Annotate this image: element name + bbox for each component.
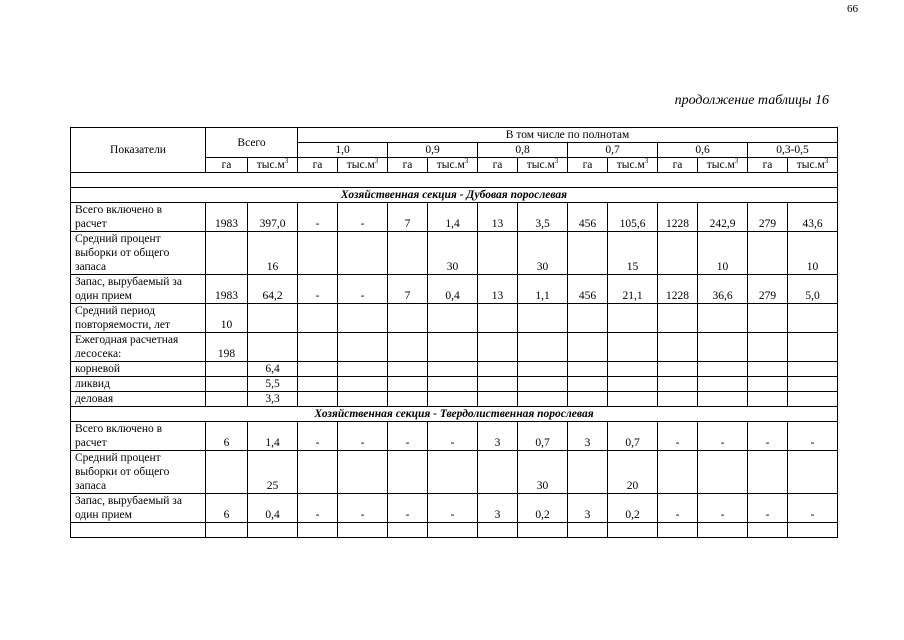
table-cell xyxy=(748,451,788,494)
table-row xyxy=(71,304,838,333)
table-cell: - xyxy=(698,422,748,451)
table-cell: 3 xyxy=(568,494,608,523)
unit-volume: $тыс.м^3$ xyxy=(608,158,658,173)
table-cell: - xyxy=(428,422,478,451)
table-cell: 456 xyxy=(568,203,608,232)
table-cell xyxy=(338,451,388,494)
density-header: 0,8 xyxy=(478,143,568,158)
table-cell xyxy=(608,392,658,407)
section-title: Хозяйственная секция - Твердолиственная порослевая xyxy=(71,407,838,422)
table-cell xyxy=(428,362,478,377)
table-cell xyxy=(658,304,698,333)
table-cell xyxy=(206,232,248,275)
table-row xyxy=(71,377,838,392)
table-cell xyxy=(788,362,838,377)
table-cell xyxy=(608,304,658,333)
table-cell: - xyxy=(338,422,388,451)
table-cell: 1983 xyxy=(206,275,248,304)
table-cell xyxy=(428,333,478,362)
table-cell: 1,4 xyxy=(248,422,298,451)
table-cell xyxy=(428,304,478,333)
table-cell: 10 xyxy=(206,304,248,333)
table-cell xyxy=(568,304,608,333)
table-cell xyxy=(298,304,338,333)
table-cell xyxy=(698,392,748,407)
table-cell xyxy=(608,362,658,377)
table-cell xyxy=(298,451,338,494)
table-cell xyxy=(248,304,298,333)
table-cell: 6,4 xyxy=(248,362,298,377)
table-cell: 7 xyxy=(388,203,428,232)
table-cell xyxy=(248,333,298,362)
table-cell: - xyxy=(338,275,388,304)
header-by-density: В том числе по полнотам xyxy=(298,128,838,143)
table-cell xyxy=(518,362,568,377)
table-cell: 456 xyxy=(568,275,608,304)
table-caption: продолжение таблицы 16 xyxy=(674,93,829,108)
table-cell: 16 xyxy=(248,232,298,275)
row-label: Всего включено в расчет xyxy=(71,203,206,232)
table-cell xyxy=(298,392,338,407)
table-cell xyxy=(698,362,748,377)
table-cell xyxy=(478,304,518,333)
table-row xyxy=(71,422,838,451)
table-cell: 7 xyxy=(388,275,428,304)
table-cell xyxy=(748,333,788,362)
table-cell xyxy=(658,362,698,377)
table-cell xyxy=(748,392,788,407)
table-cell xyxy=(338,392,388,407)
table-cell xyxy=(298,377,338,392)
table-row xyxy=(71,392,838,407)
header-indicators: Показатели xyxy=(71,128,206,173)
table-cell: - xyxy=(658,494,698,523)
table-cell: 1228 xyxy=(658,203,698,232)
row-label: Средний процент выборки от общего запаса xyxy=(71,232,206,275)
table-cell: 279 xyxy=(748,275,788,304)
table-row xyxy=(71,203,838,232)
table-cell: 0,7 xyxy=(518,422,568,451)
unit-volume: $тыс.м^3$ xyxy=(338,158,388,173)
table-cell xyxy=(428,392,478,407)
table-cell xyxy=(518,377,568,392)
unit-ha: га xyxy=(298,158,338,173)
table-cell: - xyxy=(698,494,748,523)
unit-volume: $тыс.м^3$ xyxy=(428,158,478,173)
table-cell xyxy=(748,232,788,275)
table-cell xyxy=(206,451,248,494)
unit-volume: $тыс.м^3$ xyxy=(248,158,298,173)
table-cell: - xyxy=(388,422,428,451)
row-label: Запас, вырубаемый за один прием xyxy=(71,494,206,523)
section-header-row xyxy=(71,407,838,422)
table-cell: 20 xyxy=(608,451,658,494)
table-cell: - xyxy=(748,422,788,451)
table-cell: 43,6 xyxy=(788,203,838,232)
table-cell xyxy=(206,392,248,407)
table-cell: - xyxy=(428,494,478,523)
table-cell xyxy=(388,304,428,333)
table-cell xyxy=(788,451,838,494)
table-cell xyxy=(478,232,518,275)
table-cell: 10 xyxy=(788,232,838,275)
table-cell: 36,6 xyxy=(698,275,748,304)
table-cell: - xyxy=(388,494,428,523)
table-cell xyxy=(658,392,698,407)
table-cell: 1228 xyxy=(658,275,698,304)
table-cell xyxy=(658,451,698,494)
page-number: 66 xyxy=(847,3,858,15)
table-cell: 0,7 xyxy=(608,422,658,451)
table-cell xyxy=(568,377,608,392)
table-cell: 13 xyxy=(478,203,518,232)
table-cell xyxy=(608,377,658,392)
table-cell: 0,2 xyxy=(608,494,658,523)
row-label: Средний период повторяемости, лет xyxy=(71,304,206,333)
table-cell: 64,2 xyxy=(248,275,298,304)
header-total: Всего xyxy=(206,128,298,158)
table-cell xyxy=(568,392,608,407)
table-row xyxy=(71,362,838,377)
table-cell: 30 xyxy=(518,451,568,494)
table-cell: 6 xyxy=(206,494,248,523)
table-cell xyxy=(298,333,338,362)
table-cell: - xyxy=(338,203,388,232)
unit-ha: га xyxy=(206,158,248,173)
row-label: Средний процент выборки от общего запаса xyxy=(71,451,206,494)
table-cell xyxy=(388,451,428,494)
section-header-row xyxy=(71,188,838,203)
header-row-1 xyxy=(71,128,838,143)
table-cell xyxy=(478,333,518,362)
section-title: Хозяйственная секция - Дубовая порослевая xyxy=(71,188,838,203)
table-cell xyxy=(478,377,518,392)
table-cell: 6 xyxy=(206,422,248,451)
density-header: 0,3-0,5 xyxy=(748,143,838,158)
unit-ha: га xyxy=(748,158,788,173)
table-cell xyxy=(568,333,608,362)
table-row xyxy=(71,275,838,304)
table-cell: 198 xyxy=(206,333,248,362)
unit-ha: га xyxy=(568,158,608,173)
table-cell: 30 xyxy=(518,232,568,275)
row-label: ликвид xyxy=(71,377,206,392)
table-cell: 1,4 xyxy=(428,203,478,232)
density-header: 0,7 xyxy=(568,143,658,158)
table-cell xyxy=(388,232,428,275)
unit-ha: га xyxy=(478,158,518,173)
table-cell xyxy=(338,362,388,377)
table-cell xyxy=(388,392,428,407)
unit-volume: $тыс.м^3$ xyxy=(518,158,568,173)
table-cell: - xyxy=(788,422,838,451)
table-cell: - xyxy=(338,494,388,523)
table-cell: 3 xyxy=(568,422,608,451)
table-cell: 1,1 xyxy=(518,275,568,304)
table-cell xyxy=(698,333,748,362)
table-row xyxy=(71,333,838,362)
table-cell: 0,4 xyxy=(248,494,298,523)
table-cell: 0,2 xyxy=(518,494,568,523)
table-cell: 5,5 xyxy=(248,377,298,392)
table-cell xyxy=(298,362,338,377)
table-cell: 13 xyxy=(478,275,518,304)
unit-volume: $тыс.м^3$ xyxy=(788,158,838,173)
table-cell xyxy=(698,377,748,392)
table-cell: - xyxy=(298,275,338,304)
table-cell xyxy=(428,377,478,392)
table-cell xyxy=(338,377,388,392)
table-cell: 21,1 xyxy=(608,275,658,304)
density-header: 1,0 xyxy=(298,143,388,158)
table-cell: 5,0 xyxy=(788,275,838,304)
table-cell xyxy=(748,362,788,377)
table-cell xyxy=(298,232,338,275)
spacer-row xyxy=(71,173,838,188)
table-row xyxy=(71,494,838,523)
empty-row xyxy=(71,523,838,538)
table-cell xyxy=(388,362,428,377)
table-cell: 30 xyxy=(428,232,478,275)
table-cell xyxy=(568,362,608,377)
table-cell: 1983 xyxy=(206,203,248,232)
table-cell: 0,4 xyxy=(428,275,478,304)
table-cell xyxy=(658,333,698,362)
forest-table xyxy=(70,127,838,538)
table-cell: - xyxy=(298,494,338,523)
density-header: 0,9 xyxy=(388,143,478,158)
row-label: корневой xyxy=(71,362,206,377)
unit-ha: га xyxy=(658,158,698,173)
table-cell: 242,9 xyxy=(698,203,748,232)
density-header: 0,6 xyxy=(658,143,748,158)
table-cell: 3 xyxy=(478,494,518,523)
table-row xyxy=(71,451,838,494)
row-label: Ежегодная расчетная лесосека: xyxy=(71,333,206,362)
table-cell: - xyxy=(298,422,338,451)
table-cell xyxy=(698,304,748,333)
table-cell: - xyxy=(748,494,788,523)
table-cell: 15 xyxy=(608,232,658,275)
table-cell: 397,0 xyxy=(248,203,298,232)
table-cell xyxy=(338,333,388,362)
table-cell: 25 xyxy=(248,451,298,494)
unit-ha: га xyxy=(388,158,428,173)
table-cell: 3,5 xyxy=(518,203,568,232)
table-cell xyxy=(568,451,608,494)
row-label: Всего включено в расчет xyxy=(71,422,206,451)
table-cell: 3 xyxy=(478,422,518,451)
table-cell xyxy=(518,333,568,362)
table-cell xyxy=(388,333,428,362)
table-cell xyxy=(518,304,568,333)
row-label: деловая xyxy=(71,392,206,407)
table-cell xyxy=(788,392,838,407)
table-cell xyxy=(748,304,788,333)
table-cell: 10 xyxy=(698,232,748,275)
table-cell xyxy=(388,377,428,392)
table-cell xyxy=(658,232,698,275)
table-cell: - xyxy=(658,422,698,451)
table-cell xyxy=(478,392,518,407)
table-row xyxy=(71,232,838,275)
row-label: Запас, вырубаемый за один прием xyxy=(71,275,206,304)
table-cell xyxy=(478,451,518,494)
table-cell xyxy=(338,232,388,275)
table-cell xyxy=(698,451,748,494)
table-cell: 105,6 xyxy=(608,203,658,232)
table-cell xyxy=(568,232,608,275)
table-cell xyxy=(518,392,568,407)
table-cell xyxy=(788,333,838,362)
table-cell xyxy=(788,304,838,333)
unit-volume: $тыс.м^3$ xyxy=(698,158,748,173)
table-cell xyxy=(788,377,838,392)
table-cell xyxy=(748,377,788,392)
table-cell: - xyxy=(298,203,338,232)
table-cell xyxy=(658,377,698,392)
table-cell: 3,3 xyxy=(248,392,298,407)
table-cell xyxy=(338,304,388,333)
table-cell xyxy=(478,362,518,377)
table-cell xyxy=(608,333,658,362)
table-cell xyxy=(206,377,248,392)
table-cell xyxy=(206,362,248,377)
table-cell xyxy=(428,451,478,494)
table-cell: - xyxy=(788,494,838,523)
table-cell: 279 xyxy=(748,203,788,232)
